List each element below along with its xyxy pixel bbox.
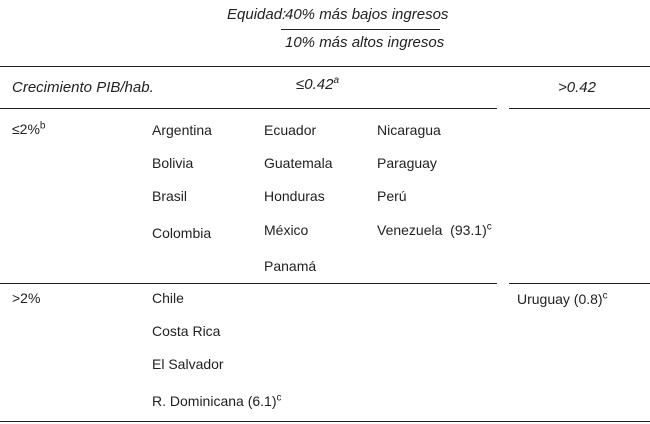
equity-numerator: 40% más bajos ingresos bbox=[285, 6, 449, 23]
list-item: Nicaragua bbox=[377, 122, 441, 138]
list-item: Chile bbox=[152, 290, 184, 306]
fraction-bar bbox=[281, 29, 440, 30]
list-item: Perú bbox=[377, 188, 407, 204]
equity-denominator: 10% más altos ingresos bbox=[285, 34, 445, 51]
list-item: Argentina bbox=[152, 122, 212, 138]
list-item: Bolivia bbox=[152, 155, 194, 171]
list-item: El Salvador bbox=[152, 356, 224, 372]
col-low-header: ≤0.42$^a$ bbox=[296, 75, 339, 93]
row-rule-right bbox=[509, 283, 650, 284]
list-item: Honduras bbox=[264, 188, 325, 204]
list-item: México bbox=[264, 222, 309, 238]
list-item: Colombia bbox=[152, 225, 212, 241]
col-high-header: >0.42 bbox=[558, 79, 596, 96]
table-bottom-rule bbox=[0, 421, 650, 422]
header-rule-right bbox=[509, 108, 650, 109]
list-item: Guatemala bbox=[264, 155, 333, 171]
list-item: Venezuela $(93.1)^c$ bbox=[377, 221, 492, 238]
list-item: Panamá bbox=[264, 258, 317, 274]
row-label-high-growth: >2% bbox=[12, 290, 41, 306]
row-rule-left bbox=[0, 283, 497, 284]
list-item: Costa Rica bbox=[152, 323, 221, 339]
list-item: Ecuador bbox=[264, 122, 317, 138]
table-top-rule bbox=[0, 66, 650, 67]
header-rule-left bbox=[0, 108, 497, 109]
list-item: R. Dominicana $(6.1)^c$ bbox=[152, 392, 282, 409]
growth-header: Crecimiento PIB/hab. bbox=[12, 79, 154, 96]
row-label-low-growth: ≤2%$^b$ bbox=[12, 120, 46, 137]
list-item: Uruguay $(0.8)^c$ bbox=[517, 290, 608, 307]
list-item: Paraguay bbox=[377, 155, 437, 171]
equity-label: Equidad: bbox=[227, 6, 287, 23]
list-item: Brasil bbox=[152, 188, 188, 204]
